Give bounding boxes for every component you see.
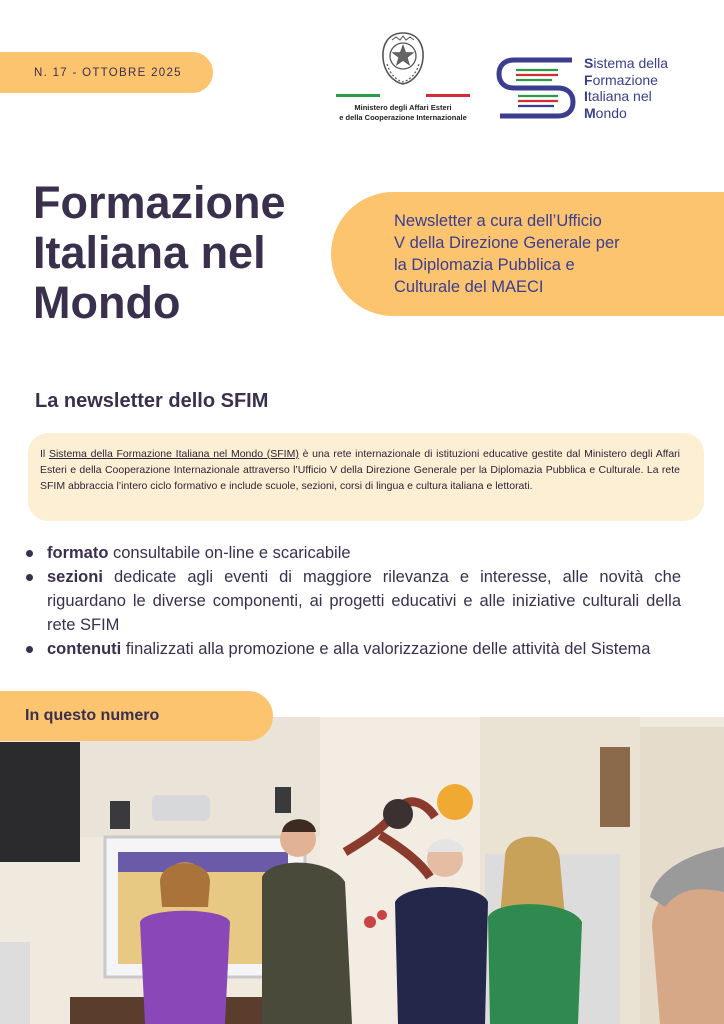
list-item: contenuti finalizzati alla promozione e alla valorizzazione delle attività del Sistema [25,637,681,661]
list-item: formato consultabile on-line e scaricabile [25,541,681,565]
title-line: Italiana nel [33,227,266,278]
issue-label: N. 17 - OTTOBRE 2025 [34,66,182,79]
sfim-logo-text [584,55,668,121]
sfim-line: Mondo [584,104,627,121]
title-line: Formazione [33,177,286,228]
sfim-s-logo-icon [496,54,578,120]
sfim-line: Italiana nel [584,88,652,104]
ministry-name-line1: Ministero degli Affari Esteri [354,103,452,112]
sfim-line: Sistema della [584,55,669,71]
in-this-issue-banner [0,691,273,741]
ministry-name-line2: e della Cooperazione Internazionale [339,113,467,122]
subtitle-banner [331,192,724,316]
in-this-issue-label: In questo numero [25,707,160,724]
sfim-line: Formazione [584,71,658,88]
tricolor-lines [336,94,470,97]
event-photo [0,717,724,1024]
list-item: sezioni dedicate agli eventi di maggiore rilevanza e interesse, alle novità che riguardano le diverse componenti, ai progetti educativi e alle iniziative culturali della rete SFIM [25,565,681,637]
subtitle-line: Newsletter a cura dell’Ufficio [394,212,602,230]
sfim-logo [496,54,696,126]
subtitle-line: Culturale del MAECI [394,278,544,296]
page-title [33,178,323,328]
ministry-name [330,103,476,123]
features-list [25,541,681,661]
intro-prefix: Il [40,448,49,460]
subtitle-line: V della Direzione Generale per [394,234,620,252]
intro-box [28,433,704,521]
ministry-logo [330,30,476,130]
subtitle-line: la Diplomazia Pubblica e [394,256,575,274]
intro-text: è una rete internazionale di istituzioni educative gestite dal Ministero degli Affari Esteri e della Cooperazione Internazionale attraverso l’Ufficio V della Direzione Generale per la Diplomazia Pubblica e Culturale. La rete SFIM abbraccia l’intero ciclo formativo e include scuole, sezioni, corsi di lingua e cultura italiana e lettorati. [40,448,681,492]
section-heading: La newsletter dello SFIM [35,390,269,412]
title-line: Mondo [33,277,181,328]
issue-badge [0,52,213,93]
italian-republic-emblem-icon [378,30,428,86]
sfim-link[interactable]: Sistema della Formazione Italiana nel Mondo (SFIM) [48,448,299,460]
